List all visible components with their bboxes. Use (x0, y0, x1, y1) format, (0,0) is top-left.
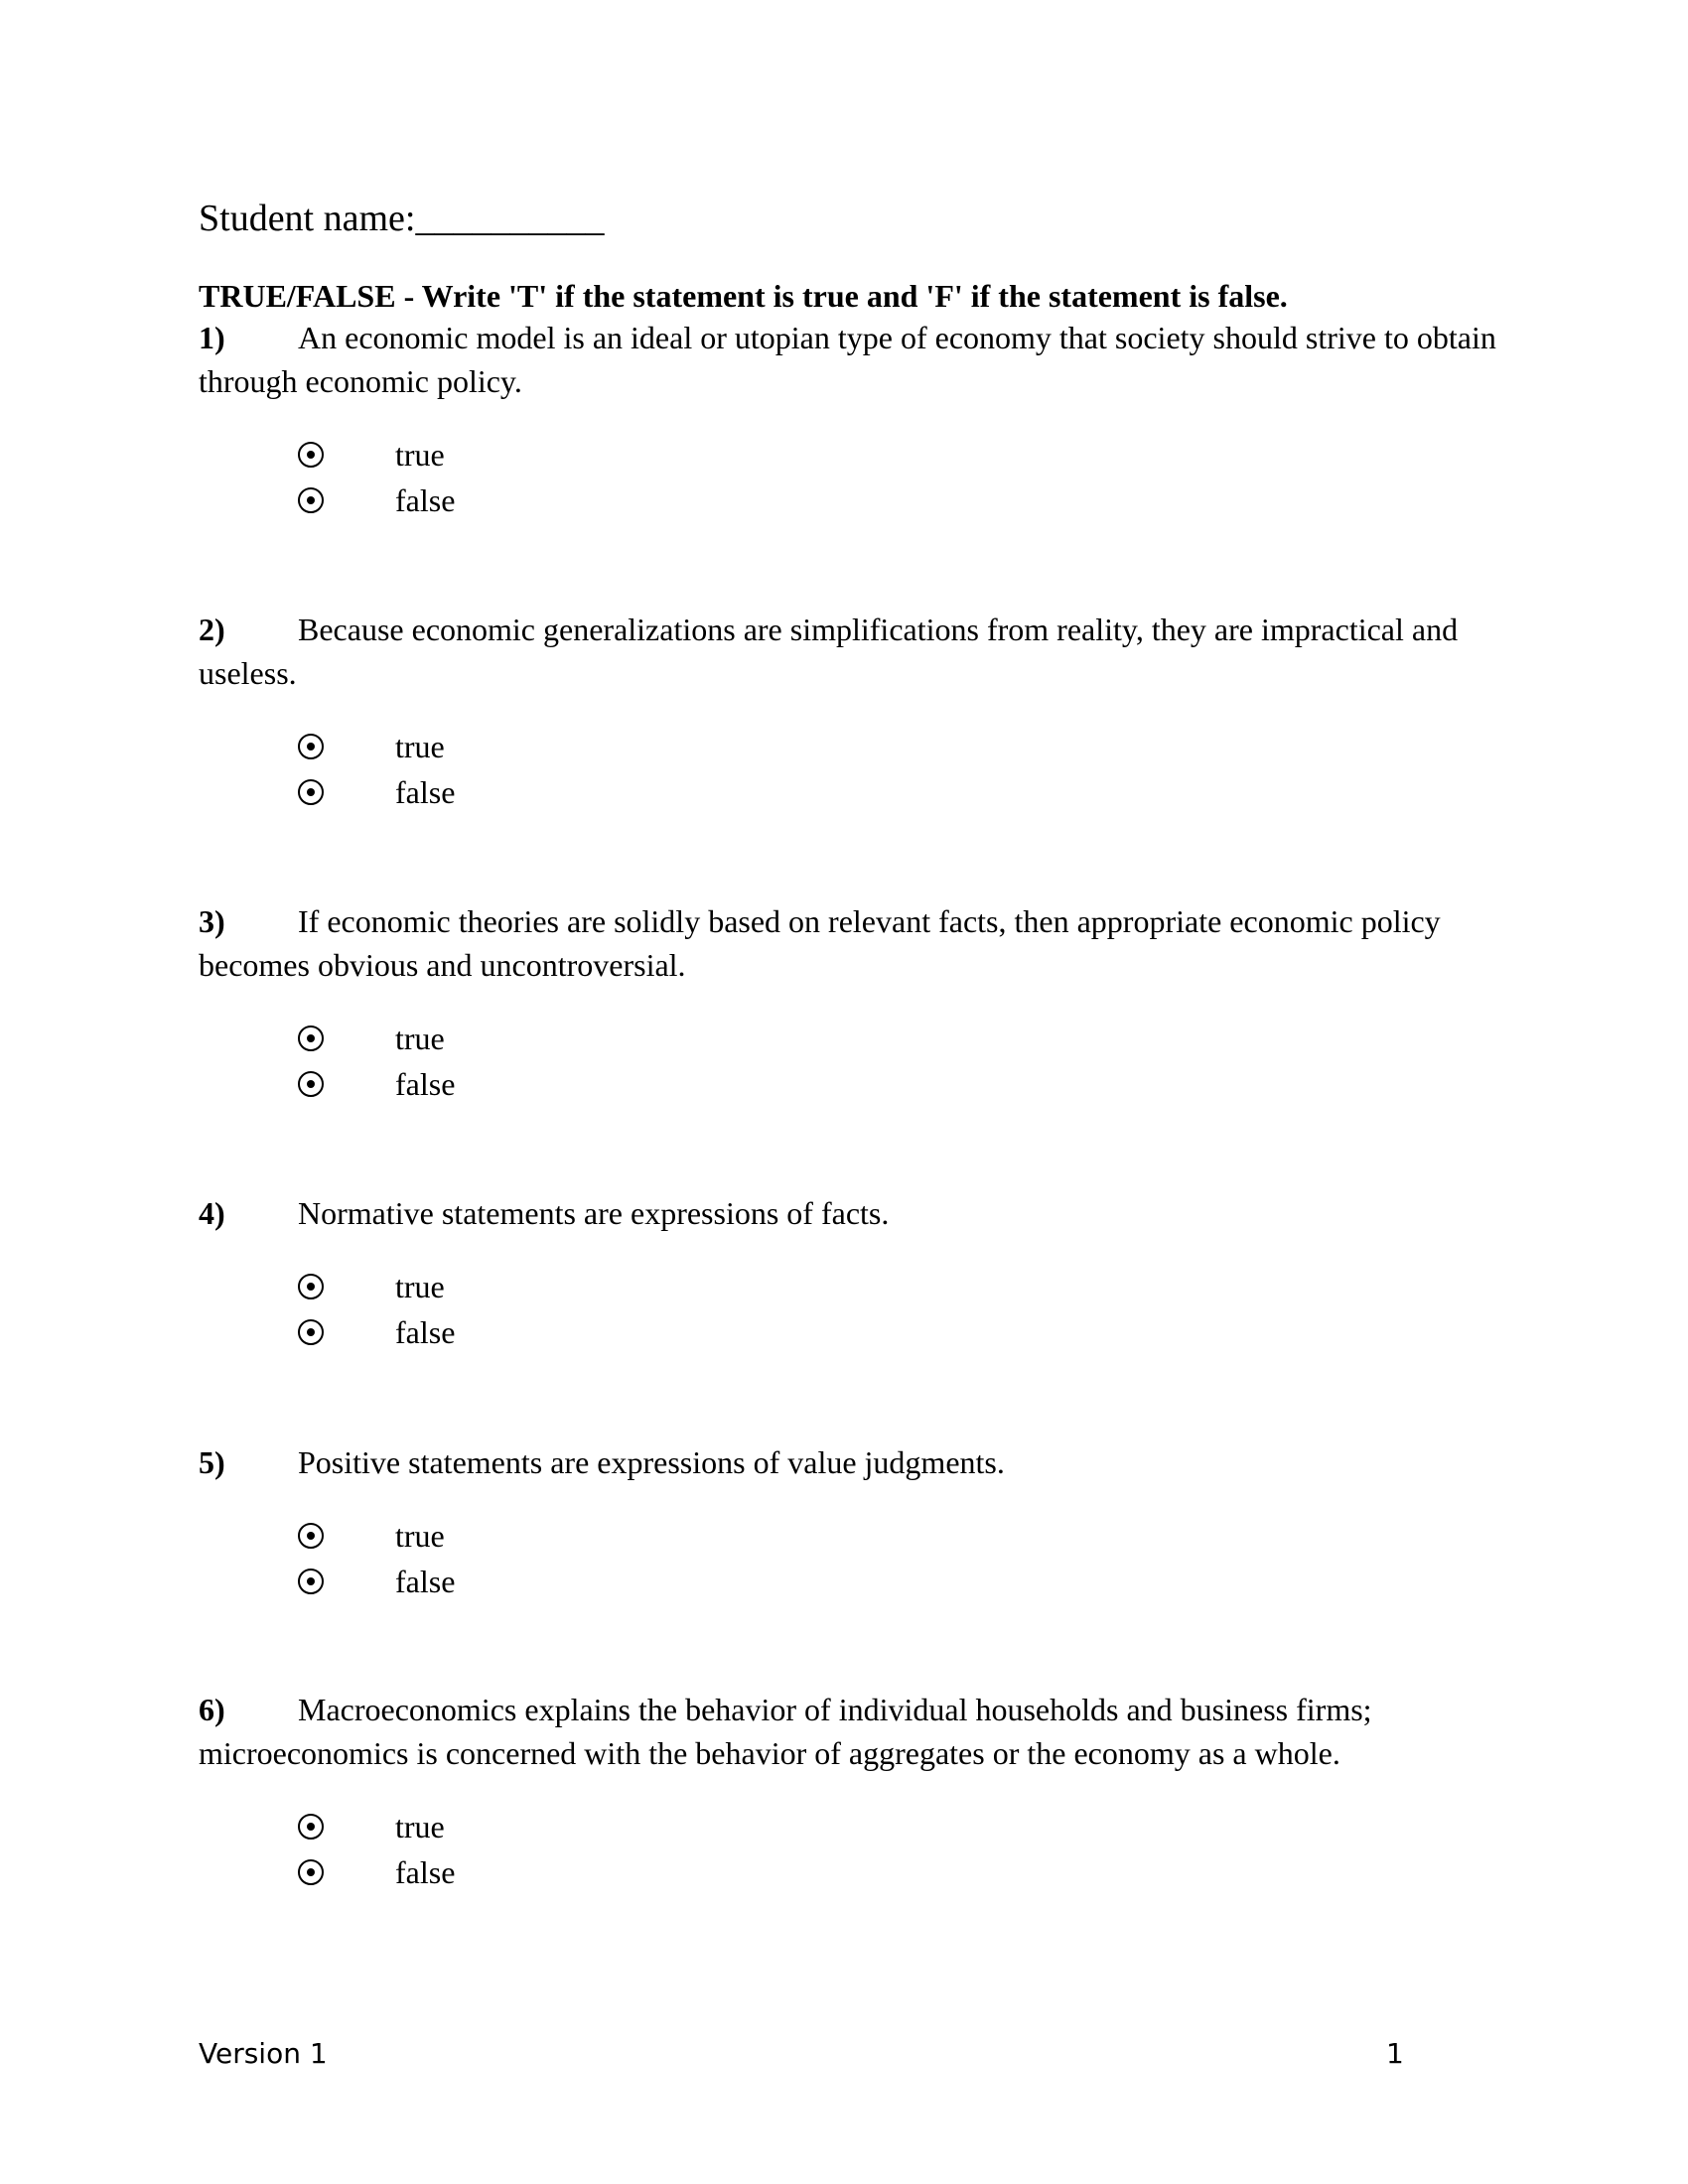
choice-label: false (395, 1065, 456, 1102)
question-6 (199, 1688, 1509, 1775)
question-6-choices (298, 1804, 455, 1895)
choice-label: false (395, 1313, 456, 1350)
question-4 (199, 1191, 1509, 1235)
question-text: Macroeconomics explains the behavior of individual households and business firms; microeconomics is concerned with the behavior of aggregates or the economy as a whole. (199, 1692, 1372, 1771)
choice-label: true (395, 436, 445, 473)
choice-label: false (395, 773, 456, 810)
choice-true[interactable] (298, 1016, 455, 1061)
choice-label: false (395, 481, 456, 518)
choice-label: true (395, 1268, 445, 1304)
radio-icon[interactable] (298, 779, 324, 805)
choice-label: false (395, 1563, 456, 1599)
radio-icon[interactable] (298, 1569, 324, 1594)
choice-false[interactable] (298, 1849, 455, 1895)
question-text: An economic model is an ideal or utopian type of economy that society should strive to obtain through economic policy. (199, 320, 1496, 399)
choice-true[interactable] (298, 432, 455, 478)
question-number: 5) (199, 1444, 225, 1480)
choice-label: true (395, 1808, 445, 1844)
question-1 (199, 316, 1509, 403)
choice-true[interactable] (298, 724, 455, 769)
question-text: Positive statements are expressions of value judgments. (298, 1444, 1005, 1480)
choice-label: true (395, 1517, 445, 1554)
question-number: 2) (199, 612, 225, 647)
footer-version: Version 1 (199, 2037, 328, 2070)
radio-icon[interactable] (298, 1274, 324, 1299)
radio-icon[interactable] (298, 442, 324, 468)
radio-icon[interactable] (298, 1859, 324, 1885)
question-number: 4) (199, 1195, 225, 1231)
question-3 (199, 899, 1509, 987)
footer-page-number: 1 (1386, 2037, 1404, 2070)
radio-icon[interactable] (298, 1319, 324, 1345)
question-number: 6) (199, 1692, 225, 1727)
instructions: TRUE/FALSE - Write 'T' if the statement is true and 'F' if the statement is false. (199, 278, 1288, 314)
question-5-choices (298, 1513, 455, 1604)
question-4-choices (298, 1264, 455, 1355)
radio-icon[interactable] (298, 1523, 324, 1549)
choice-true[interactable] (298, 1513, 455, 1559)
radio-icon[interactable] (298, 1025, 324, 1051)
question-2-choices (298, 724, 455, 815)
question-5 (199, 1440, 1509, 1484)
choice-label: false (395, 1853, 456, 1890)
choice-false[interactable] (298, 1309, 455, 1355)
choice-false[interactable] (298, 478, 455, 523)
choice-label: true (395, 728, 445, 764)
question-text: If economic theories are solidly based on relevant facts, then appropriate economic policy becomes obvious and uncontroversial. (199, 903, 1441, 983)
choice-false[interactable] (298, 1061, 455, 1107)
question-number: 1) (199, 320, 225, 355)
radio-icon[interactable] (298, 1071, 324, 1097)
question-text: Because economic generalizations are simplifications from reality, they are impractical and useless. (199, 612, 1459, 691)
question-2 (199, 608, 1509, 695)
question-number: 3) (199, 903, 225, 939)
student-name-label: Student name:__________ (199, 198, 605, 239)
choice-true[interactable] (298, 1264, 455, 1309)
radio-icon[interactable] (298, 734, 324, 759)
choice-false[interactable] (298, 769, 455, 815)
choice-false[interactable] (298, 1559, 455, 1604)
radio-icon[interactable] (298, 487, 324, 513)
choice-label: true (395, 1020, 445, 1056)
radio-icon[interactable] (298, 1814, 324, 1840)
question-3-choices (298, 1016, 455, 1107)
question-1-choices (298, 432, 455, 523)
question-text: Normative statements are expressions of facts. (298, 1195, 890, 1231)
choice-true[interactable] (298, 1804, 455, 1849)
